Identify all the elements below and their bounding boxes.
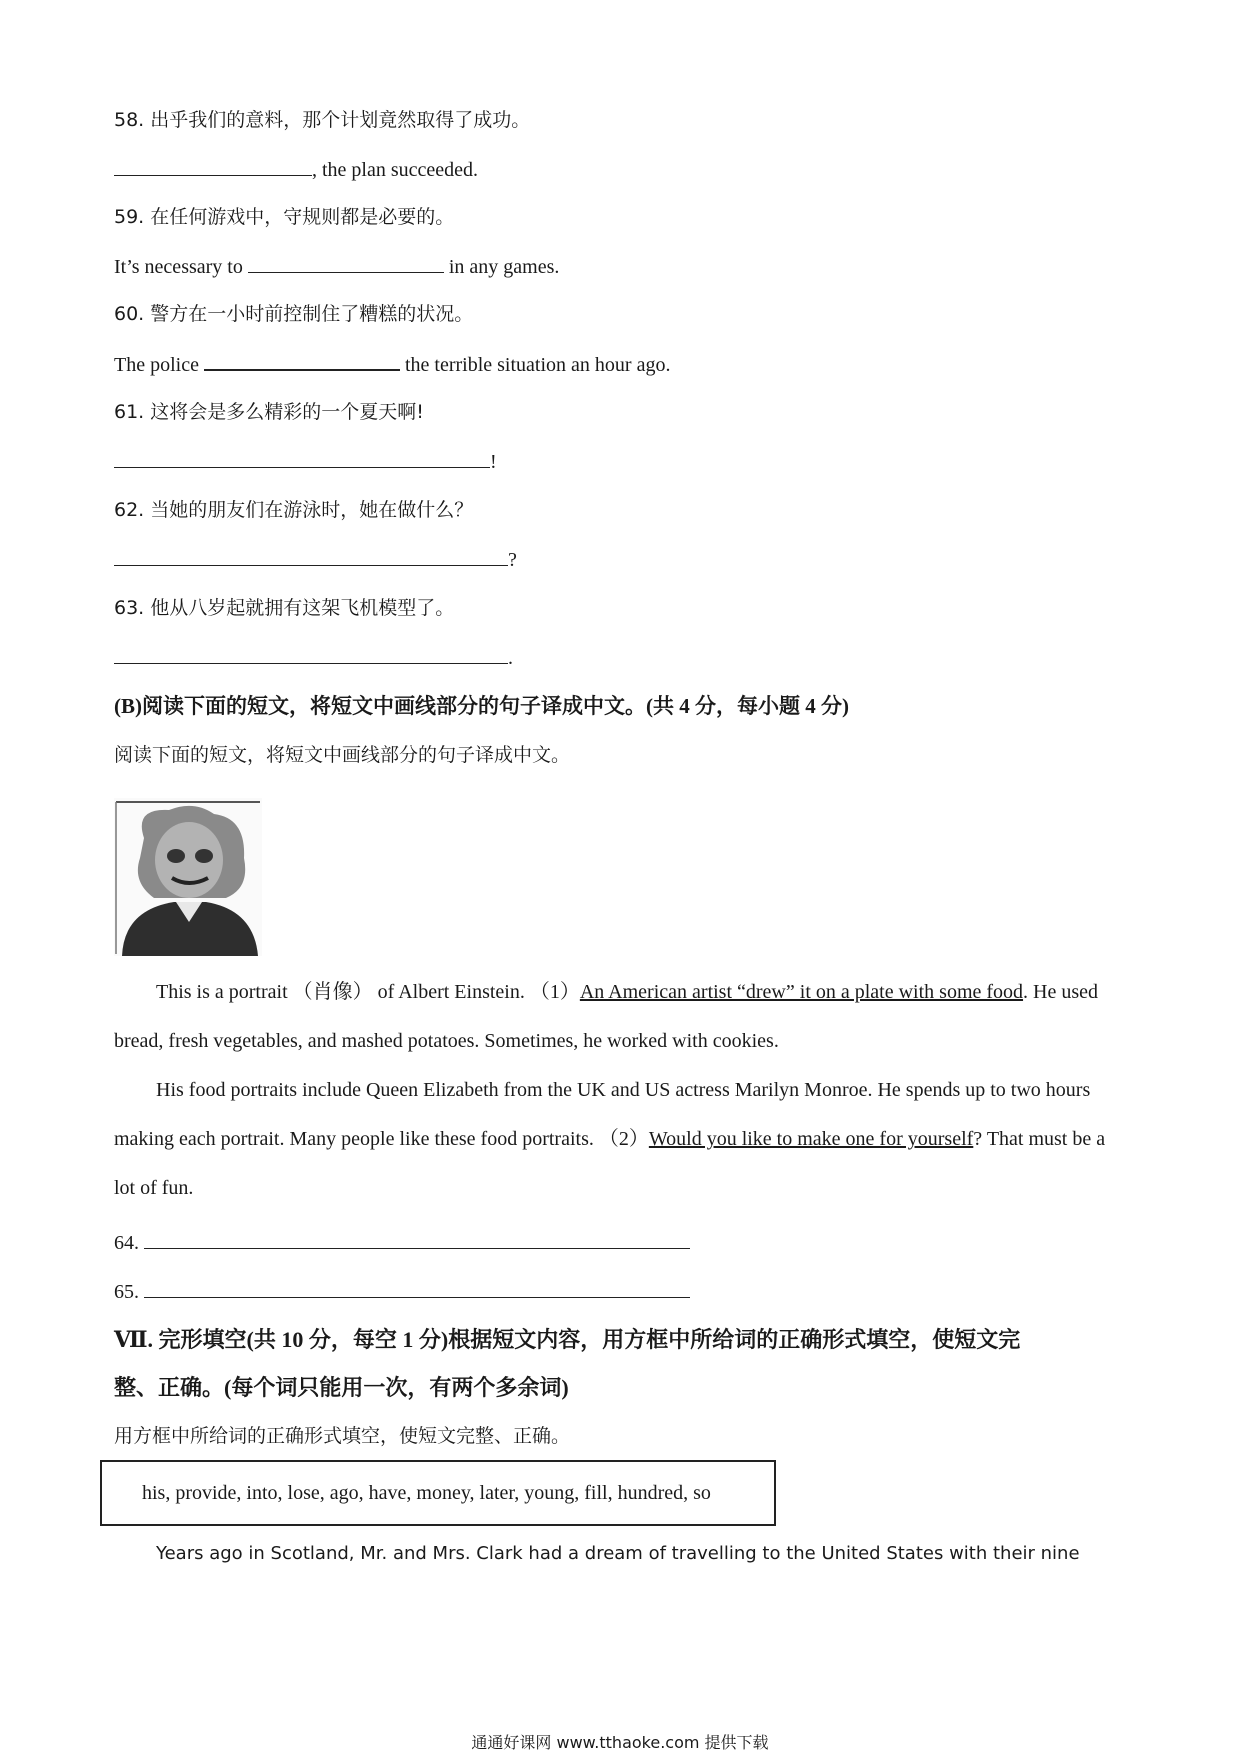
question-59-answer-line bbox=[114, 252, 559, 281]
answer-64-line bbox=[114, 1228, 690, 1257]
passage-text: This is a portrait （肖像） of Albert Einstein. （1） bbox=[156, 981, 580, 1003]
answer-blank[interactable] bbox=[248, 252, 444, 273]
passage-text: ? That must be a lot of fun. bbox=[114, 1128, 1106, 1199]
answer-suffix: . bbox=[508, 647, 513, 669]
question-60-answer-line bbox=[114, 349, 670, 379]
answer-number: 64. bbox=[114, 1232, 139, 1254]
answer-suffix: ? bbox=[508, 549, 517, 571]
section-b-instruction: 阅读下面的短文，将短文中画线部分的句子译成中文。 bbox=[114, 744, 571, 766]
answer-prefix: It’s necessary to bbox=[114, 256, 243, 278]
answer-blank[interactable] bbox=[114, 155, 312, 176]
underlined-sentence-1: An American artist “drew” it on a plate with some food bbox=[579, 981, 1024, 1003]
underlined-sentence-2: Would you like to make one for yourself bbox=[648, 1128, 974, 1150]
answer-suffix: the terrible situation an hour ago. bbox=[404, 354, 671, 376]
answer-blank[interactable] bbox=[114, 447, 490, 468]
answer-blank[interactable] bbox=[144, 1277, 690, 1298]
question-63-answer-line bbox=[114, 643, 513, 672]
page-footer: 通通好课网 www.tthaoke.com 提供下载 bbox=[471, 1733, 769, 1752]
answer-suffix: ! bbox=[490, 451, 497, 473]
cloze-passage-start: Years ago in Scotland, Mr. and Mrs. Clark had a dream of travelling to the United States with their nine bbox=[156, 1543, 1080, 1564]
question-59-prompt: 59. 在任何游戏中，守规则都是必要的。 bbox=[114, 206, 455, 228]
section-vii-instruction: 用方框中所给词的正确形式填空，使短文完整、正确。 bbox=[114, 1425, 571, 1447]
answer-blank[interactable] bbox=[114, 545, 508, 566]
question-58-prompt: 58. 出乎我们的意料，那个计划竟然取得了成功。 bbox=[114, 109, 531, 131]
answer-suffix: , the plan succeeded. bbox=[312, 159, 479, 181]
question-62-answer-line bbox=[114, 545, 517, 574]
word-bank-text: his, provide, into, lose, ago, have, money, later, young, fill, hundred, so bbox=[142, 1482, 711, 1504]
answer-blank[interactable] bbox=[144, 1228, 690, 1249]
question-61-prompt: 61. 这将会是多么精彩的一个夏天啊! bbox=[114, 401, 424, 423]
answer-blank[interactable] bbox=[204, 349, 400, 371]
question-60-prompt: 60. 警方在一小时前控制住了糟糕的状况。 bbox=[114, 303, 474, 325]
passage-paragraph-2 bbox=[114, 1066, 1130, 1213]
passage-text: His food portraits include Queen Elizabeth from the UK and US actress Marilyn Monroe. He spends up to two hours making each portrait. Many people like these food portraits. （2） bbox=[114, 1079, 1091, 1150]
answer-prefix: The police bbox=[114, 354, 199, 376]
question-63-prompt: 63. 他从八岁起就拥有这架飞机模型了。 bbox=[114, 597, 455, 619]
word-bank-box bbox=[100, 1460, 776, 1526]
answer-suffix: in any games. bbox=[448, 256, 560, 278]
passage-text: . He used bread, fresh vegetables, and mashed potatoes. Sometimes, he worked with cookies. bbox=[114, 981, 1099, 1052]
section-vii-heading-line-2: 整、正确。(每个词只能用一次，有两个多余词) bbox=[114, 1375, 569, 1400]
answer-65-line bbox=[114, 1277, 690, 1306]
section-vii-heading-line-1: Ⅶ. 完形填空(共 10 分，每空 1 分)根据短文内容，用方框中所给词的正确形式填空，使短文完 bbox=[114, 1327, 1021, 1352]
answer-number: 65. bbox=[114, 1281, 139, 1303]
question-62-prompt: 62. 当她的朋友们在游泳时，她在做什么？ bbox=[114, 499, 474, 521]
passage-paragraph-1 bbox=[114, 968, 1130, 1066]
answer-blank[interactable] bbox=[114, 643, 508, 664]
einstein-portrait-image bbox=[114, 798, 262, 956]
question-61-answer-line bbox=[114, 447, 497, 476]
question-58-answer-line bbox=[114, 155, 478, 184]
section-b-heading: (B)阅读下面的短文，将短文中画线部分的句子译成中文。(共 4 分，每小题 4 分) bbox=[114, 694, 849, 718]
